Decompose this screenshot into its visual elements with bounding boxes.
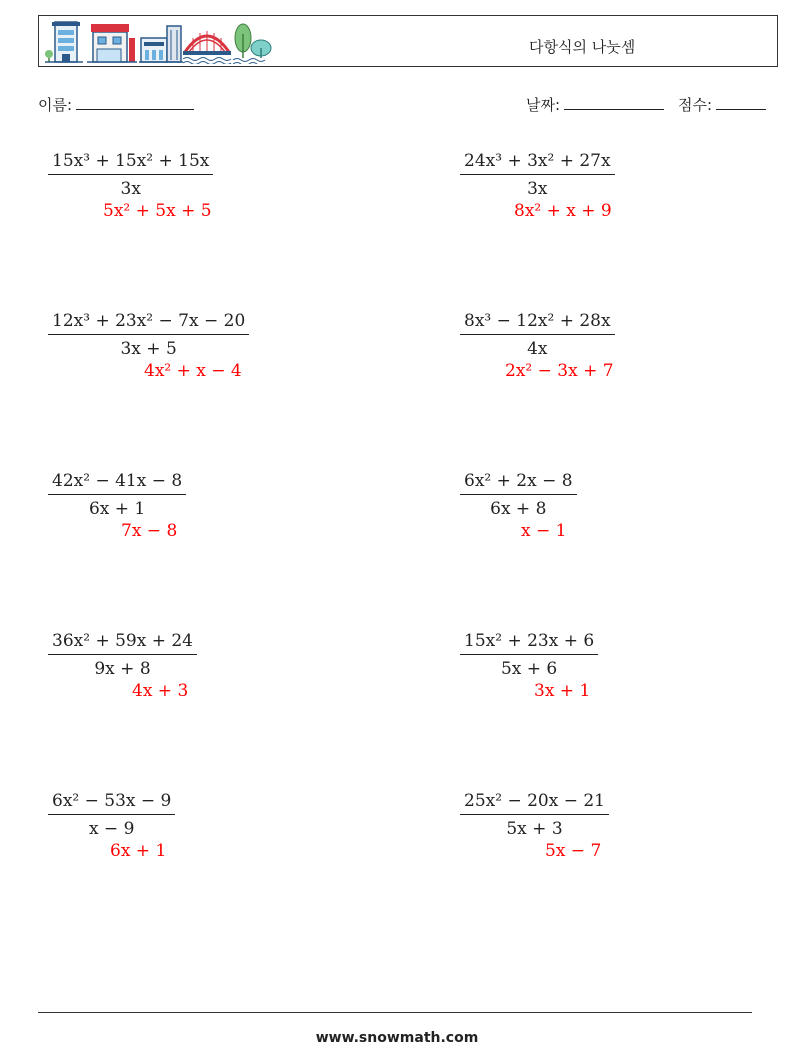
- denominator: 6x + 1: [88, 499, 146, 519]
- date-field: [526, 94, 664, 115]
- answer: 4x + 3: [132, 681, 189, 701]
- footer-divider: [38, 1012, 752, 1013]
- problem-9: [38, 790, 398, 910]
- denominator: 3x: [120, 179, 141, 199]
- name-label: 이름:: [38, 96, 73, 114]
- problem-3: [38, 310, 398, 430]
- answer: 3x + 1: [534, 681, 591, 701]
- fraction: [460, 470, 577, 520]
- fraction: [48, 310, 249, 360]
- score-label: 점수:: [678, 96, 713, 114]
- trees-icon: [233, 24, 271, 64]
- office-building-icon: [45, 22, 83, 62]
- answer: 7x − 8: [121, 521, 178, 541]
- bridge-icon: [183, 31, 231, 64]
- answer: 5x − 7: [545, 841, 602, 861]
- numerator: 15x³ + 15x² + 15x: [48, 150, 213, 175]
- date-label: 날짜:: [526, 96, 561, 114]
- problem-2: [450, 150, 794, 270]
- answer: 8x² + x + 9: [514, 201, 612, 221]
- problem-5: [38, 470, 398, 590]
- score-field: [678, 94, 766, 115]
- answer: 5x² + 5x + 5: [103, 201, 212, 221]
- score-blank[interactable]: [716, 95, 766, 110]
- worksheet-header: [38, 15, 778, 67]
- name-field: [38, 94, 194, 115]
- fraction: [48, 150, 213, 200]
- answer: 2x² − 3x + 7: [505, 361, 614, 381]
- numerator: 15x² + 23x + 6: [460, 630, 598, 655]
- answer: 4x² + x − 4: [144, 361, 242, 381]
- answer: 6x + 1: [110, 841, 167, 861]
- numerator: 25x² − 20x − 21: [460, 790, 609, 815]
- fraction: [460, 310, 615, 360]
- numerator: 24x³ + 3x² + 27x: [460, 150, 615, 175]
- fraction: [460, 790, 609, 840]
- numerator: 8x³ − 12x² + 28x: [460, 310, 615, 335]
- answer: x − 1: [521, 521, 567, 541]
- denominator: 4x: [527, 339, 548, 359]
- problem-4: [450, 310, 794, 430]
- problem-1: [38, 150, 398, 270]
- fraction: [48, 470, 186, 520]
- problem-8: [450, 630, 794, 750]
- denominator: 5x + 3: [506, 819, 563, 839]
- denominator: 5x + 6: [500, 659, 558, 679]
- numerator: 12x³ + 23x² − 7x − 20: [48, 310, 249, 335]
- fraction: [460, 150, 615, 200]
- numerator: 42x² − 41x − 8: [48, 470, 186, 495]
- numerator: 6x² + 2x − 8: [460, 470, 577, 495]
- footer-site-link[interactable]: www.snowmath.com: [315, 1030, 479, 1046]
- denominator: 9x + 8: [94, 659, 151, 679]
- fraction: [460, 630, 598, 680]
- denominator: 6x + 8: [490, 499, 547, 519]
- problem-7: [38, 630, 398, 750]
- problem-10: [450, 790, 794, 910]
- denominator: x − 9: [88, 819, 135, 839]
- denominator: 3x + 5: [120, 339, 177, 359]
- worksheet-title: 다항식의 나눗셈: [529, 38, 636, 56]
- city-logo: [43, 20, 273, 64]
- date-blank[interactable]: [564, 95, 664, 110]
- problem-6: [450, 470, 794, 590]
- numerator: 36x² + 59x + 24: [48, 630, 197, 655]
- fraction: [48, 630, 197, 680]
- shop-building-icon: [87, 24, 137, 62]
- denominator: 3x: [527, 179, 548, 199]
- name-blank[interactable]: [76, 95, 194, 110]
- factory-building-icon: [139, 26, 183, 62]
- numerator: 6x² − 53x − 9: [48, 790, 175, 815]
- fraction: [48, 790, 175, 840]
